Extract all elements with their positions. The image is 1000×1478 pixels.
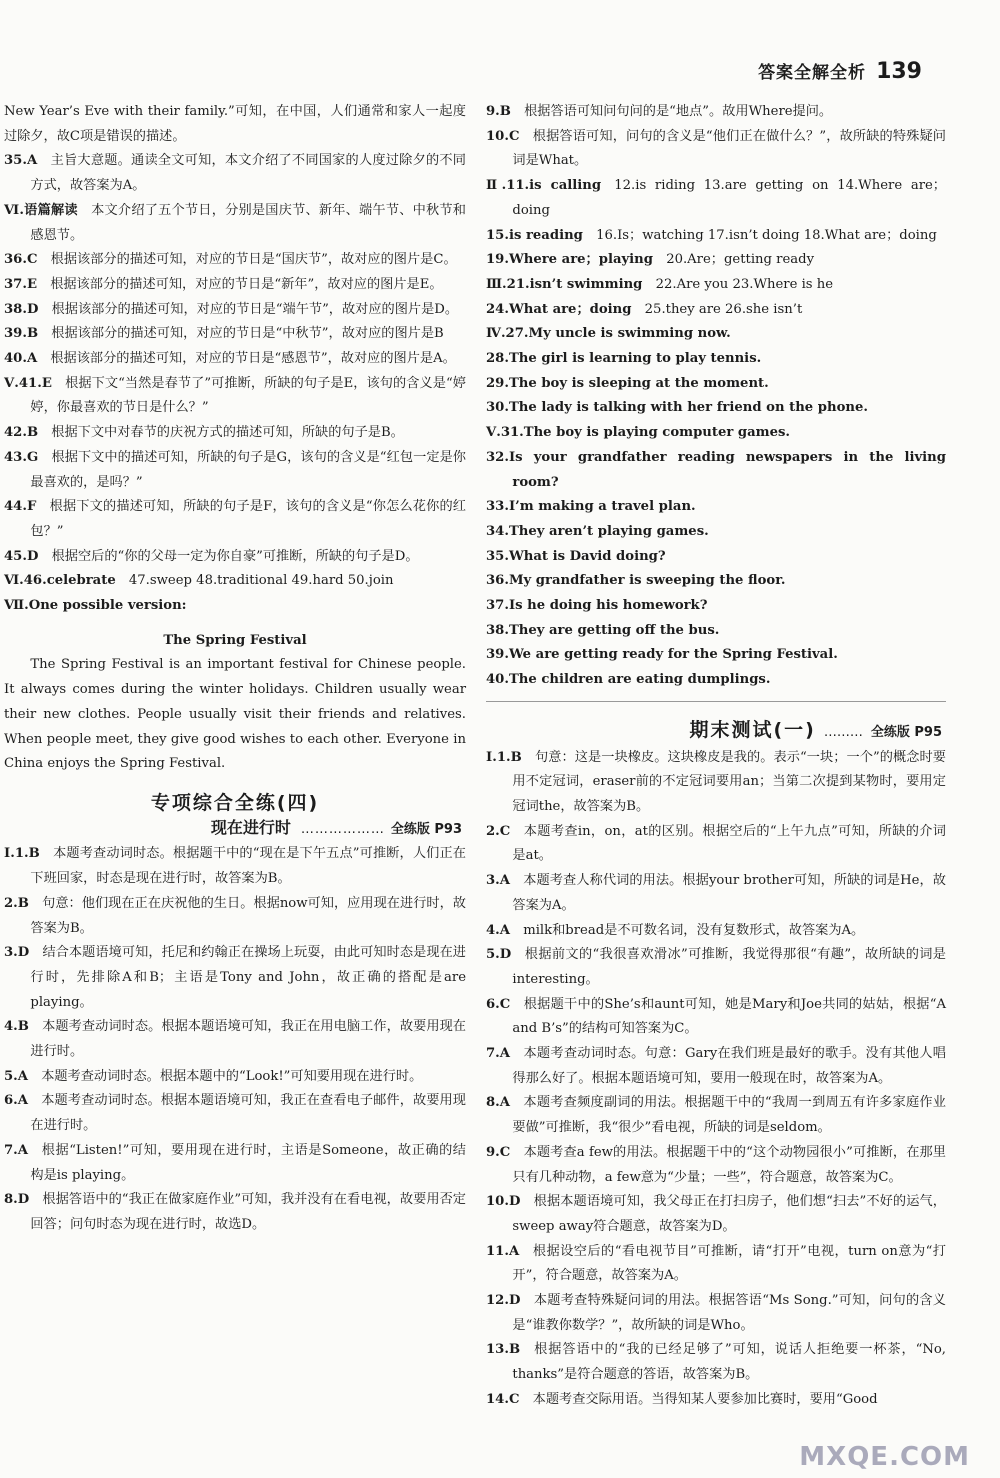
answer-item xyxy=(4,1065,466,1090)
answer-item xyxy=(486,643,946,668)
answer-explanation: 根据该部分的描述可知，对应的节日是“感恩节”，故对应的图片是A。 xyxy=(50,351,456,367)
answer-item xyxy=(4,1139,466,1188)
answer-item xyxy=(4,594,466,619)
answer-item xyxy=(486,273,946,298)
answer-key: 39.B xyxy=(4,326,39,342)
exam-title-dots: ……… xyxy=(823,724,863,740)
answer-item xyxy=(486,298,946,323)
answer-key: 45.D xyxy=(4,548,39,564)
answer-item xyxy=(486,820,946,869)
answer-key: 42.B xyxy=(4,425,39,441)
answer-item xyxy=(486,1289,946,1338)
answer-key: 10.D xyxy=(486,1194,521,1210)
answer-explanation: 根据答语中的“我的已经足够了”可知，说话人拒绝要一杯茶，“No, thanks”是符合题意的答语，故答案为B。 xyxy=(512,1342,946,1383)
answer-item xyxy=(486,224,946,249)
answer-explanation: 本题考查特殊疑问词的用法。根据答语“Ms Song.”可知，问句的含义是“谁教你数学？”，故所缺的词是Who。 xyxy=(512,1293,946,1333)
answer-explanation: 根据前文的“我很喜欢滑冰”可推断，我觉得那很“有趣”，故所缺的词是interesting。 xyxy=(512,947,946,987)
answer-explanation: 本题考查动词时态。根据本题语境可知，我正在用电脑工作，故要用现在进行时。 xyxy=(30,1019,466,1060)
answer-item xyxy=(486,869,946,918)
watermark: MXQE.COM xyxy=(799,1442,970,1472)
sub-title-dots: ……………… xyxy=(300,821,385,837)
answer-key: 44.F xyxy=(4,499,37,515)
answer-key: 2.C xyxy=(486,823,511,839)
answer-item xyxy=(4,1188,466,1237)
answer-item xyxy=(4,273,466,298)
essay-body: The Spring Festival is an important festival for Chinese people. It always comes during the winter holidays. Children usually wear their new clothes. People usually visit their friends and relatives. When people meet, they give good wishes to each other. Everyone in China enjoys the Spring Festival. xyxy=(4,657,466,772)
answer-explanation: 25.they are 26.she isn’t xyxy=(644,301,803,317)
answer-item xyxy=(486,396,946,421)
answer-key: 6.A xyxy=(4,1093,28,1109)
answer-item xyxy=(4,1089,466,1138)
answer-explanation: 根据下文“当然是春节了”可推断，所缺的句子是E，该句的含义是“婷婷，你最喜欢的节日是什么？” xyxy=(30,375,466,416)
answer-explanation: 20.Are；getting ready xyxy=(666,252,815,268)
answer-item xyxy=(486,993,946,1042)
answer-key: 30.The lady is talking with her friend on the phone. xyxy=(486,400,868,416)
answer-key: 9.B xyxy=(486,104,511,119)
answer-item xyxy=(486,446,946,495)
answer-item xyxy=(486,619,946,644)
answer-key: 36.My grandfather is sweeping the floor. xyxy=(486,573,786,589)
answer-key: 32.Is your grandfather reading newspapers in the living room? xyxy=(486,449,946,490)
answer-key: Ⅵ.46.celebrate xyxy=(4,573,116,589)
header-title: 答案全解全析 xyxy=(758,63,867,83)
answer-key: 35.A xyxy=(4,153,38,169)
left-column xyxy=(4,100,466,1238)
answer-item xyxy=(4,495,466,544)
answer-key: Ⅴ.31.The boy is playing computer games. xyxy=(486,425,791,441)
answer-key: 12.D xyxy=(486,1293,521,1309)
answer-item xyxy=(486,1091,946,1140)
answer-key: 3.A xyxy=(486,873,510,889)
answer-explanation: 根据空后的“你的父母一定为你自豪”可推断，所缺的句子是D。 xyxy=(51,548,419,564)
answer-item xyxy=(486,322,946,347)
answer-explanation: 本题考查频度副词的用法。根据题干中的“我周一到周五有许多家庭作业要做”可推断，我“很少”看电视，所缺的词是seldom。 xyxy=(512,1095,946,1136)
answer-explanation: 根据答语中的“我正在做家庭作业”可知，我并没有在看电视，故要用否定回答；问句时态为现在进行时，故选D。 xyxy=(30,1192,466,1232)
answer-explanation: 根据设空后的“看电视节目”可推断，请“打开”电视，turn on意为“打开”，符合题意，故答案为A。 xyxy=(512,1243,946,1284)
answer-key: 7.A xyxy=(4,1142,28,1158)
answer-key: Ⅲ.21.isn’t swimming xyxy=(486,276,643,292)
answer-key: 5.A xyxy=(4,1068,28,1084)
answer-key: Ⅰ.1.B xyxy=(4,846,40,862)
answer-explanation: 根据“Listen!”可知，要用现在进行时，主语是Someone，故正确的结构是is playing。 xyxy=(30,1142,466,1183)
answer-key: 3.D xyxy=(4,945,30,961)
answer-key: 13.B xyxy=(486,1342,521,1358)
answer-item xyxy=(486,668,946,693)
answer-key: Ⅱ.11.is calling xyxy=(486,178,602,194)
answer-item xyxy=(4,248,466,273)
answer-explanation: 根据答语可知问句问的是“地点”。故用Where提问。 xyxy=(524,104,833,119)
answer-explanation: 句意：这是一块橡皮。这块橡皮是我的。表示“一块；一个”的概念时要用不定冠词，eraser前的不定冠词要用an；当第二次提到某物时，要用定冠词the，故答案为B。 xyxy=(512,749,946,814)
answer-item xyxy=(4,842,466,891)
answer-key: 39.We are getting ready for the Spring Festival. xyxy=(486,647,838,663)
answer-item xyxy=(486,248,946,273)
answer-item xyxy=(4,1015,466,1064)
answer-explanation: milk和bread是不可数名词，没有复数形式，故答案为A。 xyxy=(523,922,865,938)
answer-explanation: 根据答语可知，问句的含义是“他们正在做什么？”，故所缺的特殊疑问词是What。 xyxy=(512,128,946,169)
answer-explanation: 根据该部分的描述可知，对应的节日是“端午节”，故对应的图片是D。 xyxy=(51,301,459,317)
answer-key: 8.D xyxy=(4,1192,30,1208)
answer-explanation: 本文介绍了五个节日，分别是国庆节、新年、端午节、中秋节和感恩节。 xyxy=(30,202,466,243)
right-column xyxy=(486,100,946,1413)
answer-item xyxy=(4,421,466,446)
answer-item xyxy=(486,347,946,372)
answer-explanation: 根据该部分的描述可知，对应的节日是“中秋节”，故对应的图片是B xyxy=(51,326,444,342)
answer-explanation: 根据题干中的She’s和aunt可知，她是Mary和Joe共同的姑姑，根据“A and B’s”的结构可知答案为C。 xyxy=(512,996,946,1037)
answer-key: 38.D xyxy=(4,301,39,317)
answer-item xyxy=(4,569,466,594)
answer-explanation: 根据该部分的描述可知，对应的节日是“国庆节”，故对应的图片是C。 xyxy=(50,252,457,268)
answer-explanation: 16.Is；watching 17.isn’t doing 18.What are；doing xyxy=(596,227,937,243)
answer-item xyxy=(4,347,466,372)
answer-explanation: 根据下文的描述可知，所缺的句子是F，该句的含义是“你怎么花你的红包？” xyxy=(30,499,466,539)
answer-item xyxy=(486,1338,946,1387)
exam-title-ref: 全练版 P95 xyxy=(870,724,942,740)
answer-item xyxy=(4,892,466,941)
answer-key: 38.They are getting off the bus. xyxy=(486,622,720,638)
answer-key: Ⅳ.27.My uncle is swimming now. xyxy=(486,326,731,342)
answer-key: 35.What is David doing? xyxy=(486,548,666,564)
answer-item xyxy=(4,149,466,198)
answer-explanation: 47.sweep 48.traditional 49.hard 50.join xyxy=(128,573,394,589)
exam-title xyxy=(486,718,946,746)
answer-key: 4.A xyxy=(486,922,510,938)
answer-key: 43.G xyxy=(4,449,39,465)
answer-key: 11.A xyxy=(486,1243,520,1259)
answer-key: Ⅵ.语篇解读 xyxy=(4,202,78,218)
answer-key: 37.E xyxy=(4,276,37,292)
answer-item xyxy=(486,1190,946,1239)
answer-key: 2.B xyxy=(4,895,29,911)
answer-key: 7.A xyxy=(486,1046,510,1062)
answer-key: Ⅴ.41.E xyxy=(4,375,52,391)
answer-key: 29.The boy is sleeping at the moment. xyxy=(486,375,769,391)
answer-key: 8.A xyxy=(486,1095,510,1111)
answer-explanation: 根据该部分的描述可知，对应的节日是“新年”，故对应的图片是E。 xyxy=(50,276,443,292)
answer-item xyxy=(4,199,466,248)
answer-key: 14.C xyxy=(486,1391,520,1407)
answer-explanation: 22.Are you 23.Where is he xyxy=(655,276,834,292)
answer-key: 6.C xyxy=(486,996,511,1012)
sub-title xyxy=(4,816,466,843)
answer-key: 36.C xyxy=(4,252,38,268)
answer-key: 40.A xyxy=(4,351,38,367)
answer-key: 34.They aren’t playing games. xyxy=(486,523,709,539)
answer-item xyxy=(486,125,946,174)
answer-explanation: 句意：他们现在正在庆祝他的生日。根据now可知，应用现在进行时，故答案为B。 xyxy=(30,895,466,936)
answer-item xyxy=(486,1388,946,1413)
answer-item xyxy=(4,941,466,1015)
answer-key: 37.Is he doing his homework? xyxy=(486,598,708,614)
answer-explanation: 本题考查人称代词的用法。根据your brother可知，所缺的词是He，故答案为A。 xyxy=(512,873,946,913)
answer-explanation: 12.is riding 13.are getting on 14.Where are；doing xyxy=(512,178,946,218)
answer-item xyxy=(486,372,946,397)
divider xyxy=(486,701,946,702)
answer-explanation: 本题考查动词时态。根据题干中的“现在是下午五点”可推断，人们正在下班回家，时态是现在进行时，故答案为B。 xyxy=(30,846,466,887)
answer-item xyxy=(486,520,946,545)
answer-item xyxy=(486,545,946,570)
answer-key: 10.C xyxy=(486,128,520,144)
continued-text: New Year’s Eve with their family.”可知，在中国，人们通常和家人一起度过除夕，故C项是错误的描述。 xyxy=(4,104,466,144)
answer-item xyxy=(486,746,946,820)
answer-item xyxy=(486,495,946,520)
essay-title: The Spring Festival xyxy=(163,632,307,648)
answer-item xyxy=(486,100,946,125)
answer-explanation: 根据下文中的描述可知，所缺的句子是G，该句的含义是“红包一定是你最喜欢的，是吗？” xyxy=(30,449,466,490)
answer-explanation: 本题考查动词时态。根据本题语境可知，我正在查看电子邮件，故要用现在进行时。 xyxy=(30,1093,466,1134)
answer-list-b xyxy=(4,842,466,1237)
answer-explanation: 结合本题语境可知，托尼和约翰正在操场上玩耍，由此可知时态是现在进行时，先排除A和B；主语是Tony and John，故正确的搭配是are playing。 xyxy=(30,945,466,1010)
answer-list-d xyxy=(486,746,946,1413)
sub-title-main: 现在进行时 xyxy=(210,817,291,837)
answer-item xyxy=(486,421,946,446)
answer-key: Ⅶ.One possible version: xyxy=(4,598,187,614)
answer-explanation: 根据下文中对春节的庆祝方式的描述可知，所缺的句子是B。 xyxy=(51,425,404,441)
answer-list-a xyxy=(4,149,466,618)
answer-list-c xyxy=(486,100,946,693)
answer-item xyxy=(486,594,946,619)
answer-explanation: 根据本题语境可知，我父母正在打扫房子，他们想“扫去”不好的运气，sweep away符合题意，故答案为D。 xyxy=(512,1194,946,1234)
answer-key: 15.is reading xyxy=(486,227,583,243)
answer-key: 19.Where are；playing xyxy=(486,252,653,268)
answer-explanation: 本题考查交际用语。当得知某人要参加比赛时，要用“Good xyxy=(532,1391,878,1407)
answer-item xyxy=(486,1141,946,1190)
exam-title-main: 期末测试(一) xyxy=(689,718,816,741)
answer-item xyxy=(486,569,946,594)
answer-explanation: 本题考查动词时态。句意：Gary在我们班是最好的歌手。没有其他人唱得那么好了。根据本题语境可知，要用一般现在时，故答案为A。 xyxy=(512,1046,946,1086)
answer-key: 33.I’m making a travel plan. xyxy=(486,499,696,515)
answer-key: 4.B xyxy=(4,1019,29,1035)
answer-item xyxy=(4,298,466,323)
sub-title-ref: 全练版 P93 xyxy=(390,821,462,837)
answer-item xyxy=(4,446,466,495)
answer-item xyxy=(486,1042,946,1091)
answer-key: 9.C xyxy=(486,1144,511,1160)
answer-key: 24.What are；doing xyxy=(486,301,632,317)
page-number: 139 xyxy=(876,59,922,84)
answer-item xyxy=(4,545,466,570)
answer-key: 40.The children are eating dumplings. xyxy=(486,672,771,688)
section-title: 专项综合全练(四) xyxy=(150,791,320,814)
answer-explanation: 本题考查in，on，at的区别。根据空后的“上午九点”可知，所缺的介词是at。 xyxy=(512,823,946,864)
answer-item xyxy=(4,322,466,347)
answer-explanation: 主旨大意题。通读全文可知，本文介绍了不同国家的人度过除夕的不同方式，故答案为A。 xyxy=(30,153,466,194)
answer-item xyxy=(4,372,466,421)
answer-explanation: 本题考查a few的用法。根据题干中的“这个动物园很小”可推断，在那里只有几种动物，a few意为“少量；一些”，符合题意，故答案为C。 xyxy=(512,1144,946,1185)
page-header xyxy=(758,58,922,84)
answer-key: 28.The girl is learning to play tennis. xyxy=(486,351,762,367)
answer-item xyxy=(486,943,946,992)
answer-item xyxy=(486,919,946,944)
answer-item xyxy=(486,174,946,223)
answer-key: Ⅰ.1.B xyxy=(486,749,522,765)
answer-key: 5.D xyxy=(486,947,512,963)
answer-explanation: 本题考查动词时态。根据本题中的“Look!”可知要用现在进行时。 xyxy=(41,1068,423,1084)
answer-item xyxy=(486,1240,946,1289)
